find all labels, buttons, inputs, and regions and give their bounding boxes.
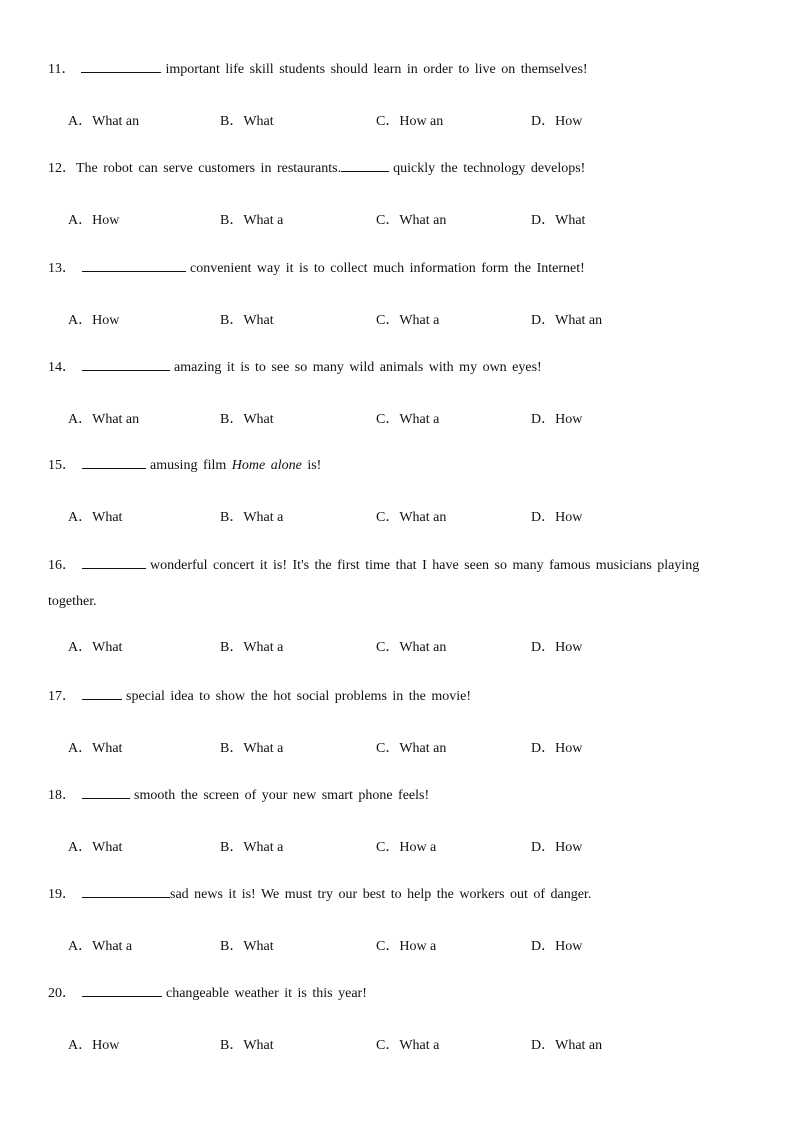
question-number: 16．: [48, 558, 76, 573]
option-a[interactable]: A．How: [68, 313, 120, 328]
question-stem: [48, 679, 744, 715]
film-title: Home alone: [231, 458, 302, 473]
options-row: [48, 110, 744, 130]
question-12: [48, 151, 744, 228]
question-text: smooth the screen of your new smart phone feels!: [134, 788, 430, 803]
question-text: important life skill students should learn in order to live on themselves!: [165, 62, 588, 77]
question-15: [48, 448, 744, 525]
answer-blank: [82, 358, 170, 371]
answer-blank: [341, 159, 389, 172]
question-number: 18．: [48, 788, 76, 803]
option-c[interactable]: C．How an: [376, 114, 444, 129]
answer-blank: [82, 259, 186, 272]
question-text: quickly the technology develops!: [393, 161, 586, 176]
option-a[interactable]: A．What: [68, 640, 123, 655]
question-text: changeable weather it is this year!: [166, 986, 367, 1001]
question-stem: [48, 52, 744, 88]
option-d[interactable]: D．How: [531, 840, 583, 855]
question-stem: [48, 350, 744, 386]
options-row: [48, 408, 744, 428]
question-text: convenient way it is to collect much information form the Internet!: [190, 261, 585, 276]
answer-blank: [82, 556, 146, 569]
option-b[interactable]: B．What a: [220, 213, 284, 228]
option-d[interactable]: D．How: [531, 510, 583, 525]
question-stem: [48, 778, 744, 814]
question-text-tail: is!: [301, 458, 322, 473]
question-text-before: The robot can serve customers in restaurants.: [76, 161, 342, 176]
options-row: [48, 935, 744, 955]
option-b[interactable]: B．What a: [220, 840, 284, 855]
question-text: amazing it is to see so many wild animals with my own eyes!: [174, 360, 542, 375]
options-row: [48, 836, 744, 856]
question-18: [48, 778, 744, 855]
question-text: sad news it is! We must try our best to help the workers out of danger.: [170, 887, 592, 902]
option-d[interactable]: D．How: [531, 939, 583, 954]
options-row: [48, 309, 744, 329]
answer-blank: [82, 984, 162, 997]
question-16: [48, 548, 744, 655]
question-text: wonderful concert it is! It's the first time that I have seen so many famous musicians playing together.: [48, 558, 700, 609]
option-c[interactable]: C．What a: [376, 313, 440, 328]
option-c[interactable]: C．What an: [376, 213, 447, 228]
option-c[interactable]: C．What a: [376, 412, 440, 427]
options-row: [48, 506, 744, 526]
question-11: [48, 52, 744, 129]
options-row: [48, 209, 744, 229]
option-d[interactable]: D．How: [531, 640, 583, 655]
options-row: [48, 636, 744, 656]
options-row: [48, 1034, 744, 1054]
question-number: 19．: [48, 887, 76, 902]
option-b[interactable]: B．What: [220, 412, 274, 427]
option-a[interactable]: A．What: [68, 840, 123, 855]
options-row: [48, 737, 744, 757]
option-d[interactable]: D．What: [531, 213, 586, 228]
option-b[interactable]: B．What a: [220, 640, 284, 655]
question-14: [48, 350, 744, 427]
question-number: 17．: [48, 689, 76, 704]
question-19: [48, 877, 744, 954]
option-b[interactable]: B．What: [220, 939, 274, 954]
option-b[interactable]: B．What a: [220, 510, 284, 525]
option-c[interactable]: C．What a: [376, 1038, 440, 1053]
option-d[interactable]: D．How: [531, 741, 583, 756]
option-c[interactable]: C．How a: [376, 840, 437, 855]
option-c[interactable]: C．What an: [376, 640, 447, 655]
option-a[interactable]: A．What a: [68, 939, 133, 954]
option-b[interactable]: B．What: [220, 114, 274, 129]
option-c[interactable]: C．How a: [376, 939, 437, 954]
question-stem: [48, 877, 744, 913]
answer-blank: [81, 60, 161, 73]
option-b[interactable]: B．What a: [220, 741, 284, 756]
option-c[interactable]: C．What an: [376, 741, 447, 756]
question-number: 13．: [48, 261, 76, 276]
option-d[interactable]: D．What an: [531, 1038, 603, 1053]
answer-blank: [82, 786, 130, 799]
question-17: [48, 679, 744, 756]
option-a[interactable]: A．How: [68, 1038, 120, 1053]
option-a[interactable]: A．What an: [68, 412, 140, 427]
question-number: 11．: [48, 62, 76, 77]
option-b[interactable]: B．What: [220, 313, 274, 328]
question-stem: [48, 448, 744, 484]
option-d[interactable]: D．How: [531, 412, 583, 427]
question-13: [48, 251, 744, 328]
question-number: 20．: [48, 986, 76, 1001]
option-c[interactable]: C．What an: [376, 510, 447, 525]
option-b[interactable]: B．What: [220, 1038, 274, 1053]
question-stem: [48, 976, 744, 1012]
option-a[interactable]: A．What: [68, 510, 123, 525]
answer-blank: [82, 687, 122, 700]
question-number: 12．: [48, 161, 76, 176]
question-text: amusing film: [150, 458, 232, 473]
option-a[interactable]: A．What an: [68, 114, 140, 129]
option-a[interactable]: A．How: [68, 213, 120, 228]
option-a[interactable]: A．What: [68, 741, 123, 756]
question-stem: [48, 151, 744, 187]
question-stem: [48, 548, 744, 620]
question-number: 14．: [48, 360, 76, 375]
answer-blank: [82, 885, 170, 898]
option-d[interactable]: D．How: [531, 114, 583, 129]
question-20: [48, 976, 744, 1053]
question-number: 15．: [48, 458, 76, 473]
option-d[interactable]: D．What an: [531, 313, 603, 328]
answer-blank: [82, 456, 146, 469]
question-text: special idea to show the hot social problems in the movie!: [126, 689, 472, 704]
question-stem: [48, 251, 744, 287]
